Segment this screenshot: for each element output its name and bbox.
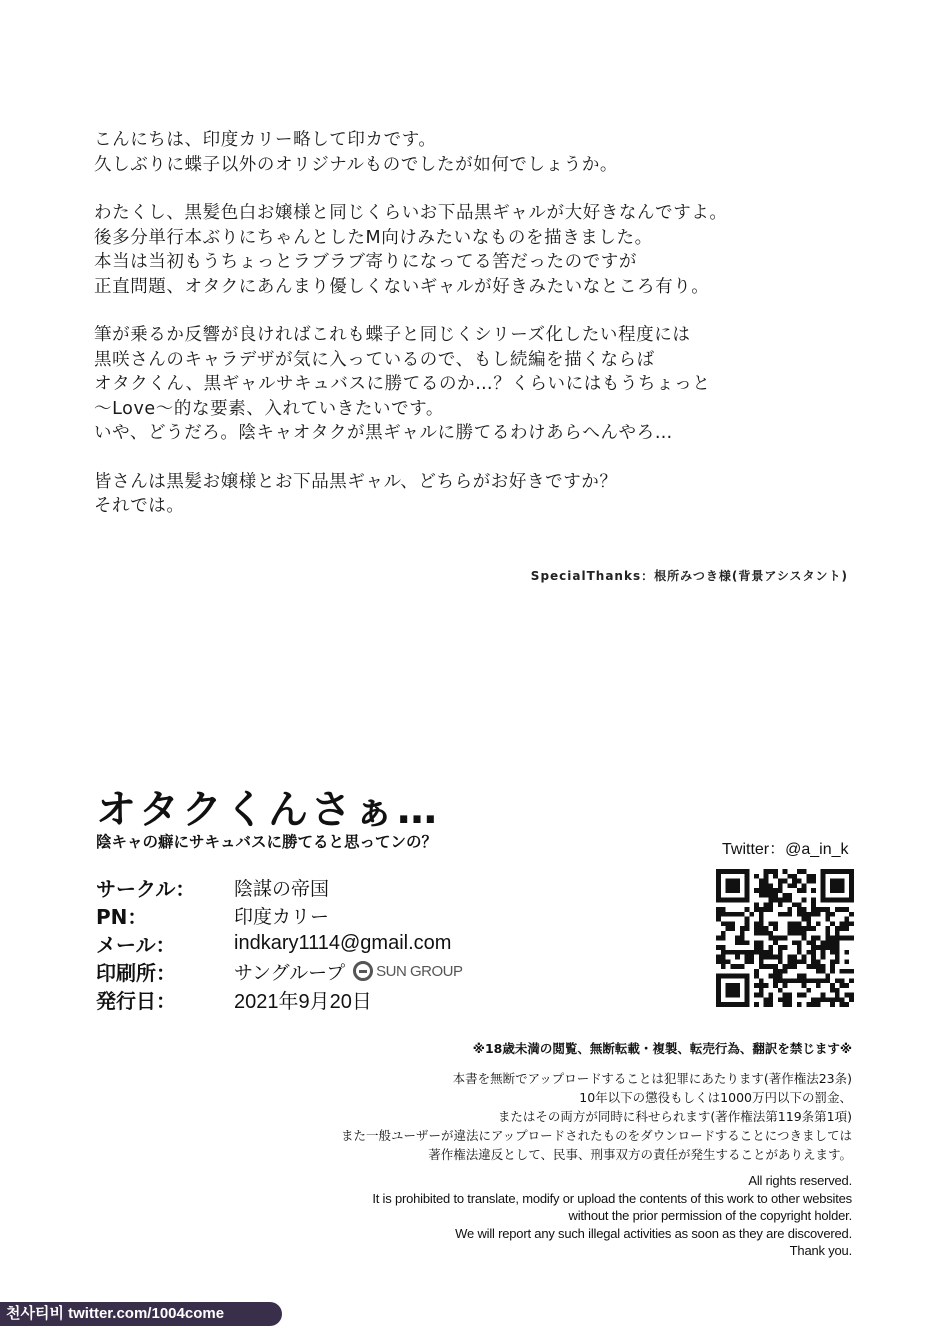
colophon-row-mail bbox=[96, 929, 463, 957]
afterword-paragraph bbox=[94, 470, 874, 519]
mail-label: メール： bbox=[96, 932, 176, 957]
afterword-paragraph bbox=[94, 201, 874, 299]
pn-value: 印度カリー bbox=[234, 905, 330, 928]
afterword-paragraph bbox=[94, 323, 874, 446]
afterword-line: 皆さんは黒髪お嬢様とお下品黒ギャル、どちらがお好きですか？ bbox=[94, 471, 618, 492]
legal-line-en: without the prior permission of the copyright holder. bbox=[568, 1208, 852, 1223]
legal-line-en: Thank you. bbox=[789, 1243, 852, 1258]
afterword bbox=[94, 128, 874, 543]
legal-line: 著作権法違反として、民事、刑事双方の責任が発生することがありえます。 bbox=[428, 1147, 852, 1162]
circle-label: サークル： bbox=[96, 876, 196, 901]
twitter-handle: Twitter：@a_in_k bbox=[722, 841, 849, 858]
legal-notice-jp bbox=[341, 1069, 852, 1164]
sun-group-logo-text: SUN GROUP bbox=[376, 962, 463, 980]
colophon-row-circle bbox=[96, 873, 463, 901]
afterword-line: オタクくん、黒ギャルサキュバスに勝てるのか…？くらいにはもうちょっと bbox=[94, 374, 711, 394]
legal-notice-en bbox=[372, 1172, 852, 1260]
afterword-line: それでは。 bbox=[94, 496, 185, 516]
afterword-line: 正直問題、オタクにあんまり優しくないギャルが好きみたいなところ有り。 bbox=[94, 276, 710, 297]
colophon bbox=[96, 873, 463, 1013]
legal-line: 本書を無断でアップロードすることは犯罪にあたります(著作権法23条) bbox=[452, 1071, 852, 1086]
special-thanks: SpecialThanks：根所みつき様(背景アシスタント) bbox=[530, 569, 848, 583]
date-label: 発行日： bbox=[96, 988, 176, 1013]
sun-group-logo-icon bbox=[353, 961, 373, 981]
afterword-line: 後多分単行本ぶりにちゃんとしたM向けみたいなものを描きました。 bbox=[94, 227, 653, 248]
legal-line: 10年以下の懲役もしくは1000万円以下の罰金、 bbox=[579, 1090, 852, 1105]
afterword-line: ～Love～的な要素、入れていきたいです。 bbox=[94, 398, 444, 419]
afterword-paragraph bbox=[94, 128, 874, 177]
afterword-line: 本当は当初もうちょっとラブラブ寄りになってる筈だったのですが bbox=[94, 252, 637, 272]
pn-label: PN： bbox=[96, 904, 148, 929]
printer-value: サングループ bbox=[234, 961, 346, 984]
circle-value: 陰謀の帝国 bbox=[234, 877, 330, 900]
mail-value: indkary1114@gmail.com bbox=[234, 931, 452, 954]
afterword-line: 筆が乗るか反響が良ければこれも蝶子と同じくシリーズ化したい程度には bbox=[94, 325, 691, 345]
book-subtitle: 陰キャの癖にサキュバスに勝てると思ってンの？ bbox=[96, 833, 438, 851]
afterword-line: わたくし、黒髪色白お嬢様と同じくらいお下品黒ギャルが大好きなんですよ。 bbox=[94, 203, 728, 223]
qr-code-icon[interactable] bbox=[716, 869, 854, 1007]
colophon-row-pn bbox=[96, 901, 463, 929]
afterword-line: いや、どうだろ。陰キャオタクが黒ギャルに勝てるわけあらへんやろ… bbox=[94, 423, 673, 443]
colophon-row-date bbox=[96, 985, 463, 1013]
book-title: オタクくんさぁ… bbox=[96, 787, 440, 833]
afterword-line: 黒咲さんのキャラデザが気に入っているので、もし続編を描くならば bbox=[94, 349, 655, 370]
legal-line-en: All rights reserved. bbox=[748, 1173, 852, 1188]
colophon-row-printer bbox=[96, 957, 463, 985]
legal-line-en: It is prohibited to translate, modify or upload the contents of this work to other websites bbox=[372, 1190, 852, 1206]
sun-group-logo bbox=[353, 961, 462, 981]
watermark-banner: 천사티비 twitter.com/1004come bbox=[0, 1302, 282, 1326]
afterword-line: こんにちは、印度カリー略して印カです。 bbox=[94, 130, 437, 150]
date-value: 2021年9月20日 bbox=[234, 990, 372, 1013]
prohibition-notice: ※18歳未満の閲覧、無断転載・複製、転売行為、翻訳を禁じます※ bbox=[472, 1041, 852, 1056]
printer-label: 印刷所： bbox=[96, 960, 176, 985]
afterword-line: 久しぶりに蝶子以外のオリジナルものでしたが如何でしょうか。 bbox=[94, 154, 619, 175]
legal-line: またはその両方が同時に科せられます(著作権法第119条第1項) bbox=[497, 1109, 852, 1124]
legal-line: また一般ユーザーが違法にアップロードされたものをダウンロードすることにつきましては bbox=[340, 1128, 852, 1143]
legal-line-en: We will report any such illegal activities as soon as they are discovered. bbox=[455, 1225, 852, 1241]
